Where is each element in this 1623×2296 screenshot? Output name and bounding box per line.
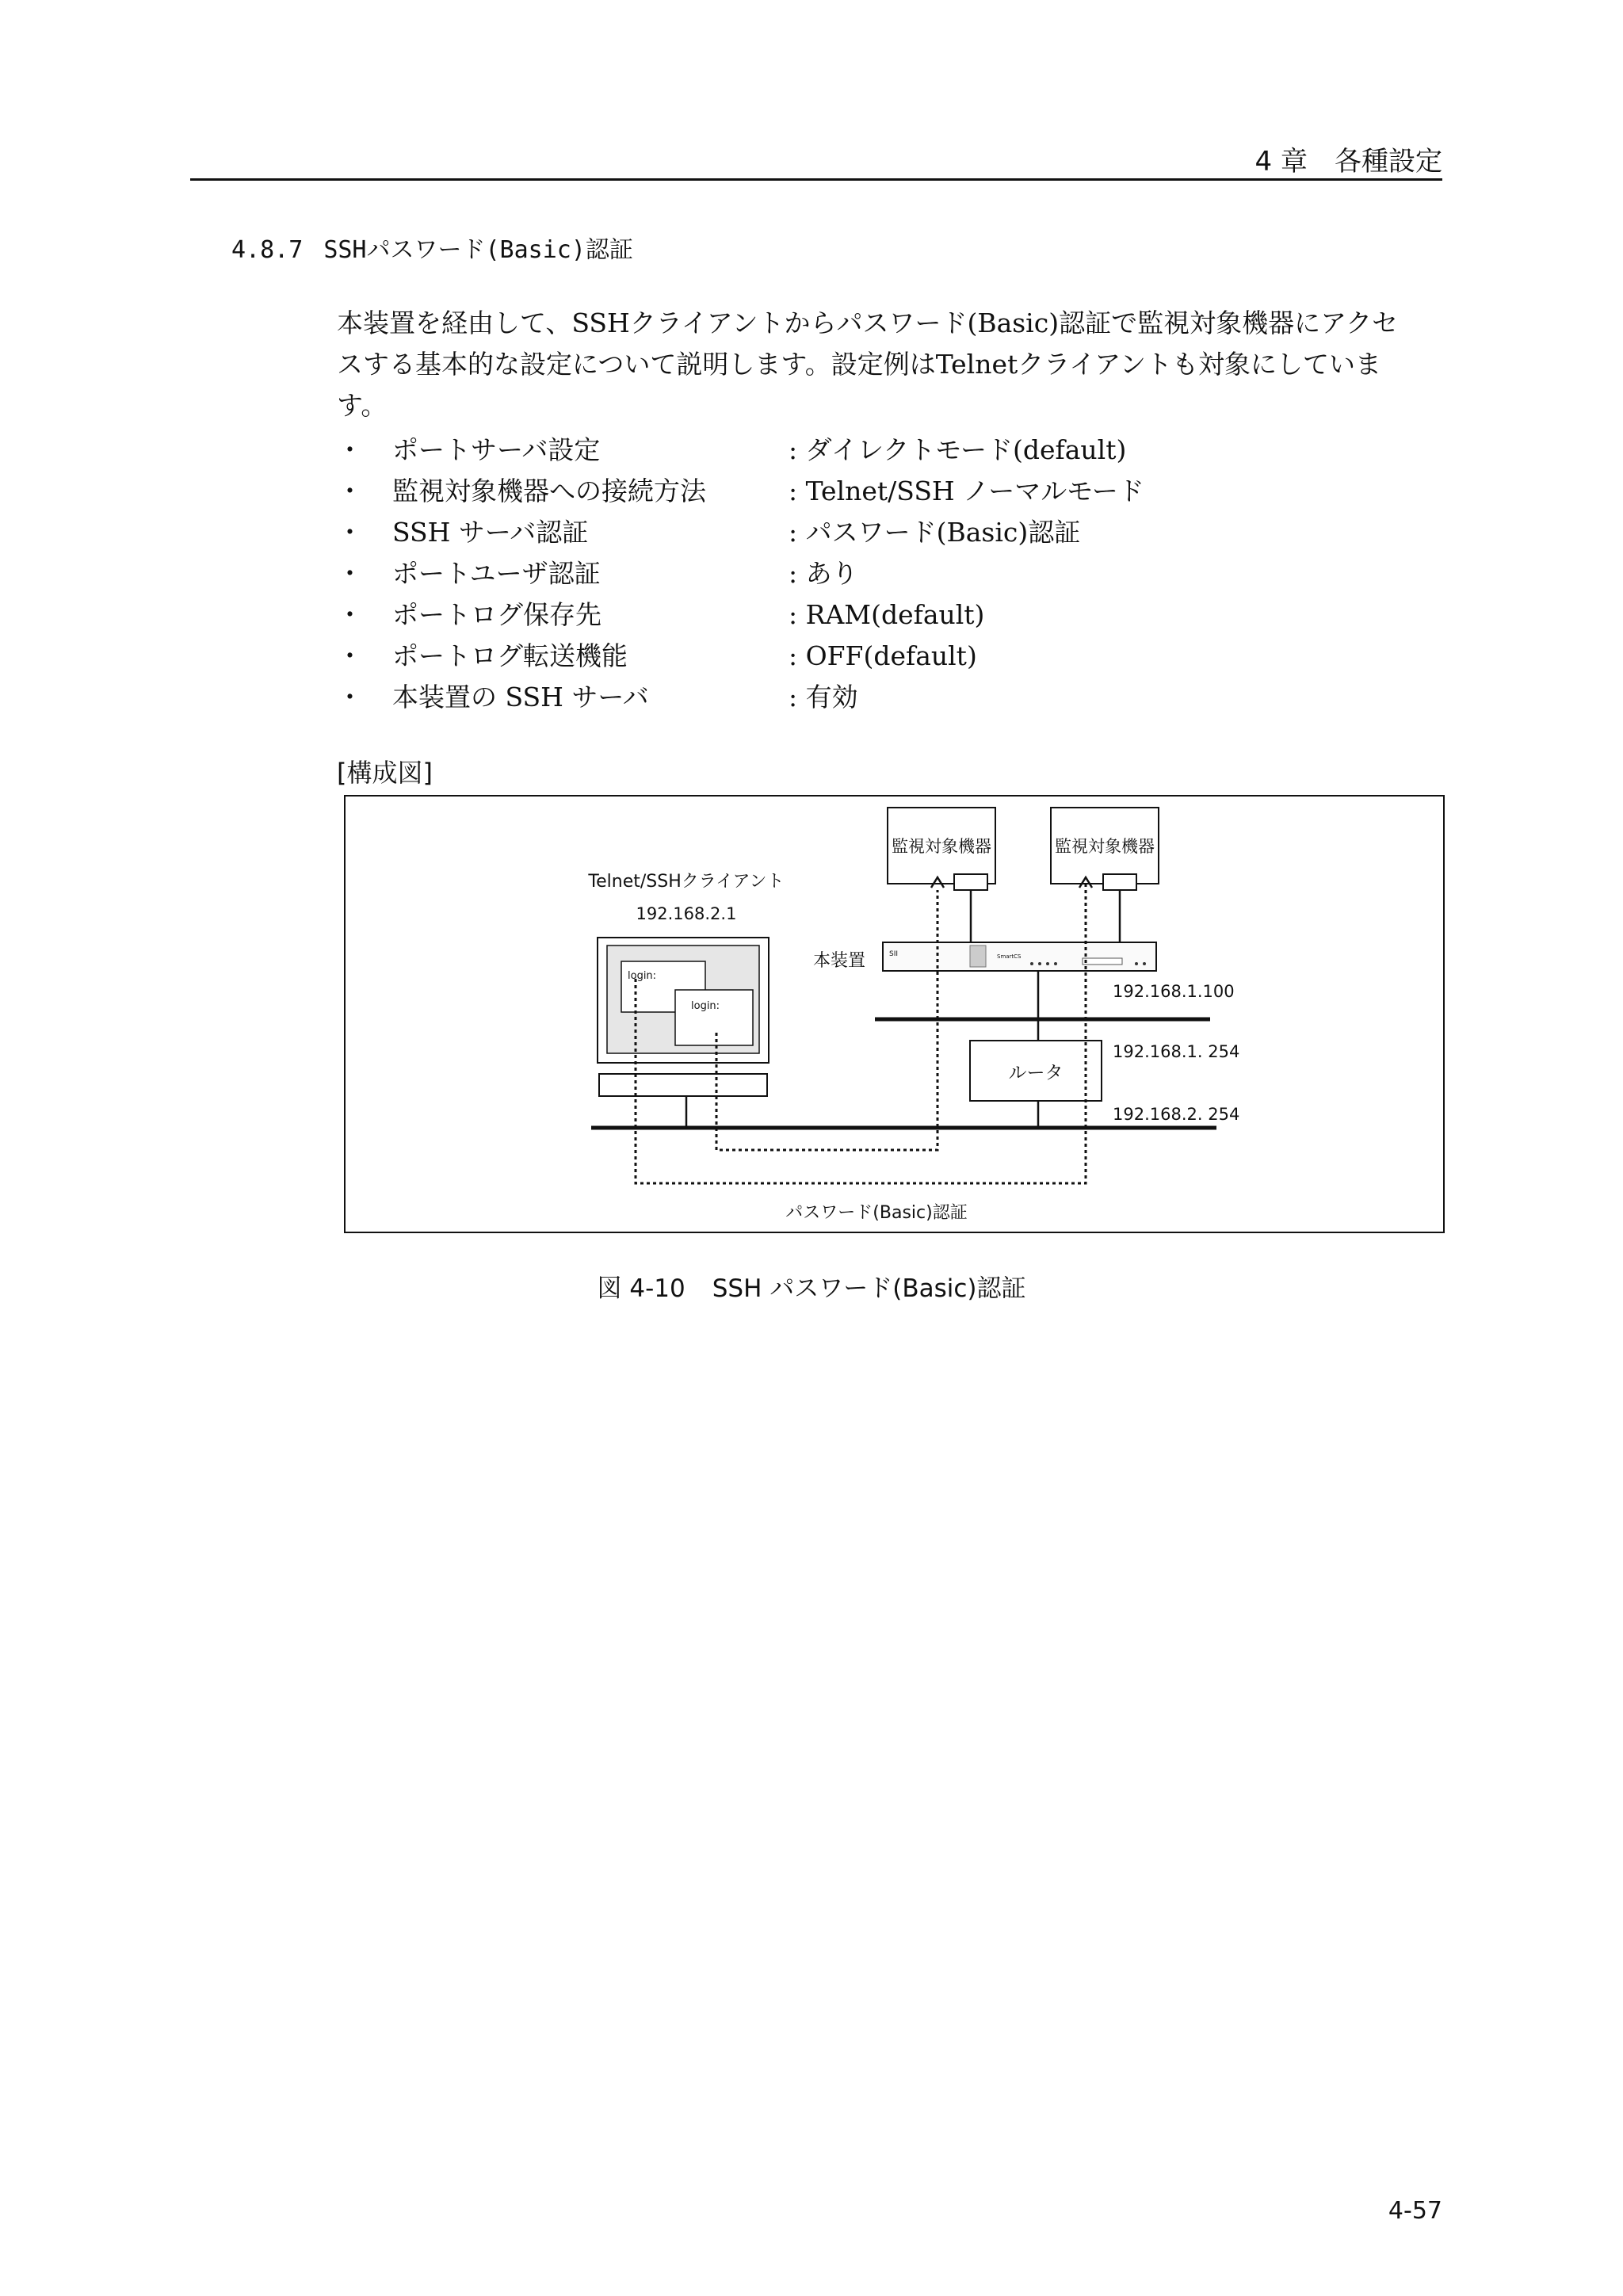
figure-heading: [構成図] xyxy=(337,758,433,788)
intro-line: す。 xyxy=(337,390,388,421)
setting-item xyxy=(337,512,1446,553)
monitored-device-label: 監視対象機器 xyxy=(892,837,991,856)
setting-name: 監視対象機器への接続方法 xyxy=(392,476,706,506)
page-number: 4-57 xyxy=(1388,2197,1442,2225)
setting-value: : あり xyxy=(789,558,858,589)
setting-value: : ダイレクトモード(default) xyxy=(789,434,1127,465)
setting-name: 本装置の SSH サーバ xyxy=(392,682,649,712)
setting-name: ポートログ転送機能 xyxy=(392,640,628,671)
setting-value: : 有効 xyxy=(789,682,858,712)
setting-item xyxy=(337,677,1446,718)
monitored-device-label: 監視対象機器 xyxy=(1055,837,1155,856)
setting-item xyxy=(337,636,1446,677)
setting-value: : Telnet/SSH ノーマルモード xyxy=(789,476,1144,506)
setting-name: SSH サーバ認証 xyxy=(392,517,589,548)
login-window xyxy=(675,990,753,1045)
caption-text: SSH パスワード(Basic)認証 xyxy=(712,1274,1026,1303)
router-ip-lan2: 192.168.2. 254 xyxy=(1113,1105,1240,1124)
auth-label: パスワード(Basic)認証 xyxy=(785,1203,968,1223)
client-label: Telnet/SSHクライアント xyxy=(588,872,785,892)
setting-name: ポートユーザ認証 xyxy=(392,558,601,589)
setting-item xyxy=(337,471,1446,512)
setting-value: : OFF(default) xyxy=(789,640,977,671)
header-rule xyxy=(190,178,1442,181)
settings-list xyxy=(337,430,1446,718)
device-led xyxy=(1143,962,1146,965)
bullet: ・ xyxy=(337,434,363,465)
bullet: ・ xyxy=(337,640,363,671)
client-ip: 192.168.2.1 xyxy=(636,904,737,923)
login-prompt: login: xyxy=(628,970,657,982)
device-vent xyxy=(970,946,986,967)
setting-name: ポートサーバ設定 xyxy=(392,434,601,465)
pc-body xyxy=(599,1074,767,1096)
serial-connector xyxy=(1103,874,1136,890)
setting-item xyxy=(337,430,1446,471)
bullet: ・ xyxy=(337,558,363,589)
chapter-header: 4 章 各種設定 xyxy=(1254,146,1442,178)
section-title-text: SSHパスワード(Basic)認証 xyxy=(323,236,633,264)
bullet: ・ xyxy=(337,682,363,712)
device-led xyxy=(1135,962,1138,965)
setting-item xyxy=(337,553,1446,594)
setting-value: : RAM(default) xyxy=(789,599,985,630)
router-ip-lan1: 192.168.1. 254 xyxy=(1113,1042,1240,1061)
device-ip: 192.168.1.100 xyxy=(1113,982,1235,1001)
router-label: ルータ xyxy=(1008,1063,1064,1083)
network-diagram xyxy=(344,795,1445,1233)
device-led xyxy=(1046,962,1049,965)
device-model: SmartCS xyxy=(997,953,1022,960)
intro-line: スする基本的な設定について説明します。設定例はTelnetクライアントも対象にしていま xyxy=(337,349,1381,380)
figure-caption xyxy=(0,1268,1623,1304)
intro-line: 本装置を経由して、SSHクライアントからパスワード(Basic)認証で監視対象機器にアクセ xyxy=(337,308,1399,338)
device-led xyxy=(1030,962,1033,965)
bullet: ・ xyxy=(337,599,363,630)
device-brand: SII xyxy=(889,950,899,958)
login-prompt: login: xyxy=(691,1000,720,1012)
device-led xyxy=(1054,962,1057,965)
device-panel xyxy=(1083,958,1122,965)
device-led xyxy=(1038,962,1041,965)
serial-connector xyxy=(954,874,987,890)
section-number: 4.8.7 xyxy=(231,236,304,264)
section-title xyxy=(231,230,654,265)
bullet: ・ xyxy=(337,517,363,548)
bullet: ・ xyxy=(337,476,363,506)
intro-paragraph xyxy=(337,303,1446,426)
device-label: 本装置 xyxy=(813,951,866,971)
caption-number: 図 4-10 xyxy=(597,1274,685,1303)
setting-name: ポートログ保存先 xyxy=(392,599,601,630)
setting-item xyxy=(337,594,1446,636)
setting-value: : パスワード(Basic)認証 xyxy=(789,517,1081,548)
